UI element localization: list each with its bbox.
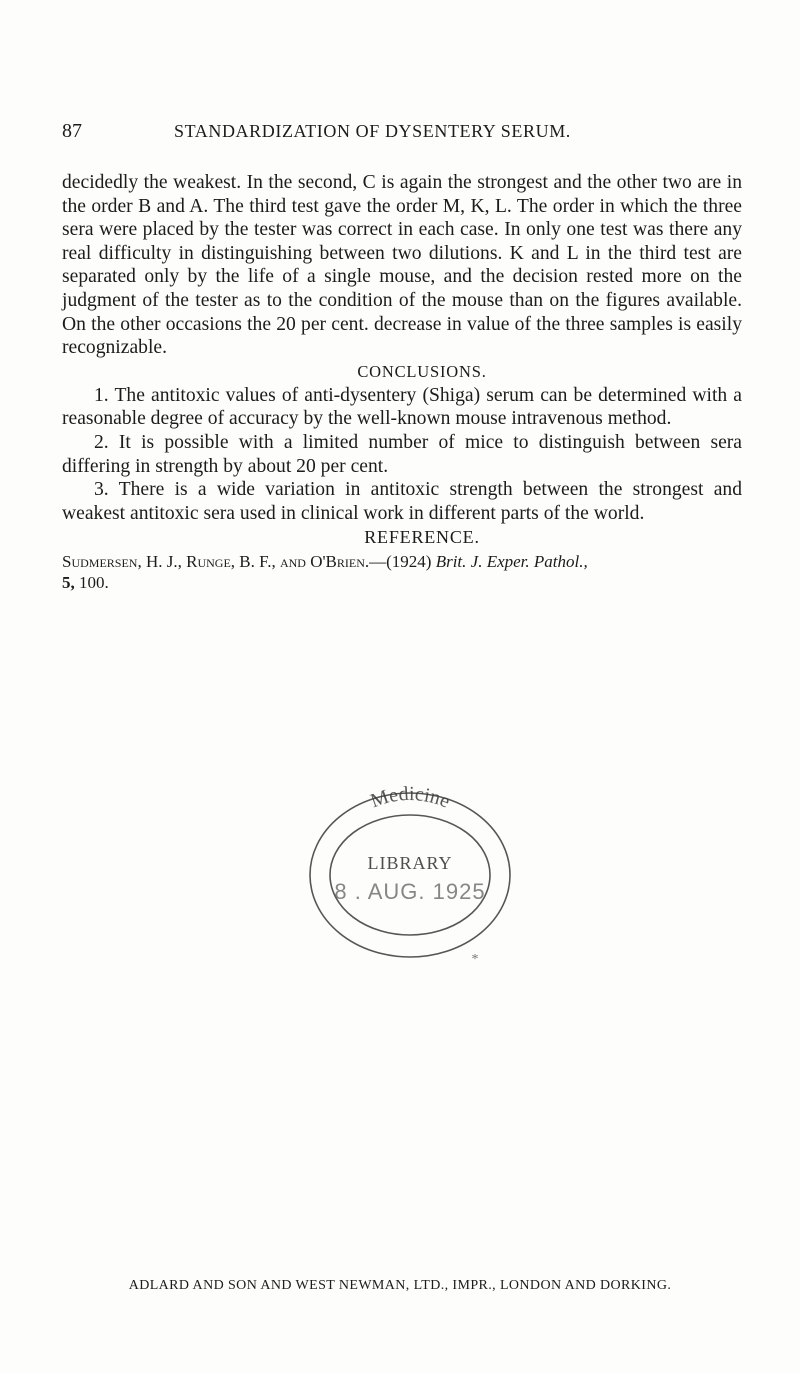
printer-imprint: ADLARD AND SON AND WEST NEWMAN, LTD., IMPR., LONDON AND DORKING. (128, 1278, 672, 1293)
conclusion-item-2: 2. It is possible with a limited number of mice to distinguish between sera differing in strength by about 20 per cent. (62, 431, 742, 477)
stamp-star-icon: * (471, 952, 479, 965)
stamp-outer-ring (310, 793, 510, 957)
reference-journal: Brit. J. Exper. Pathol., (435, 552, 588, 572)
stamp-inner-ring (330, 815, 490, 935)
reference-authors: Sudmersen, H. J., Runge, B. F., and O'Brien. (62, 552, 370, 572)
reference-entry (62, 551, 742, 593)
reference-volume: 5, (62, 573, 75, 593)
reference-pages: 100. (79, 573, 109, 593)
page-header (62, 120, 742, 144)
running-title: STANDARDIZATION OF DYSENTERY SERUM. (174, 121, 571, 141)
stamp-date: 8 . AUG. 1925 (334, 879, 486, 904)
stamp-top-text: Medicine (367, 785, 454, 813)
conclusions-heading: CONCLUSIONS. (357, 361, 487, 381)
paragraph-continuation: decidedly the weakest. In the second, C is again the strongest and the other two are in the order B and A. The third test gave the order M, K, L. The order in which the three sera were placed by the tester was correct in each case. In only one test was there any real difficulty in distinguishing between two dilutions. K and L in the third test are separated only by the life of a single mouse, and the decision rested more on the judgment of the tester as to the condition of the mouse than on the figures available. On the other occasions the 20 per cent. decrease in value of the three samples is easily recognizable. (62, 172, 742, 359)
conclusion-item-3: 3. There is a wide variation in antitoxic strength between the strongest and weakest antitoxic sera used in clinical work in different parts of the world. (62, 479, 742, 524)
reference-year: —(1924) (369, 552, 432, 572)
page-number: 87 (62, 120, 82, 142)
article-body (62, 171, 742, 593)
svg-text:Medicine (368, 785, 454, 813)
stamp-label: LIBRARY (367, 853, 453, 873)
library-stamp (300, 785, 520, 965)
reference-heading: REFERENCE. (364, 527, 480, 548)
conclusion-item-1: 1. The antitoxic values of anti-dysentery (Shiga) serum can be determined with a reasonable degree of accuracy by the well-known mouse intravenous method. (62, 384, 742, 430)
